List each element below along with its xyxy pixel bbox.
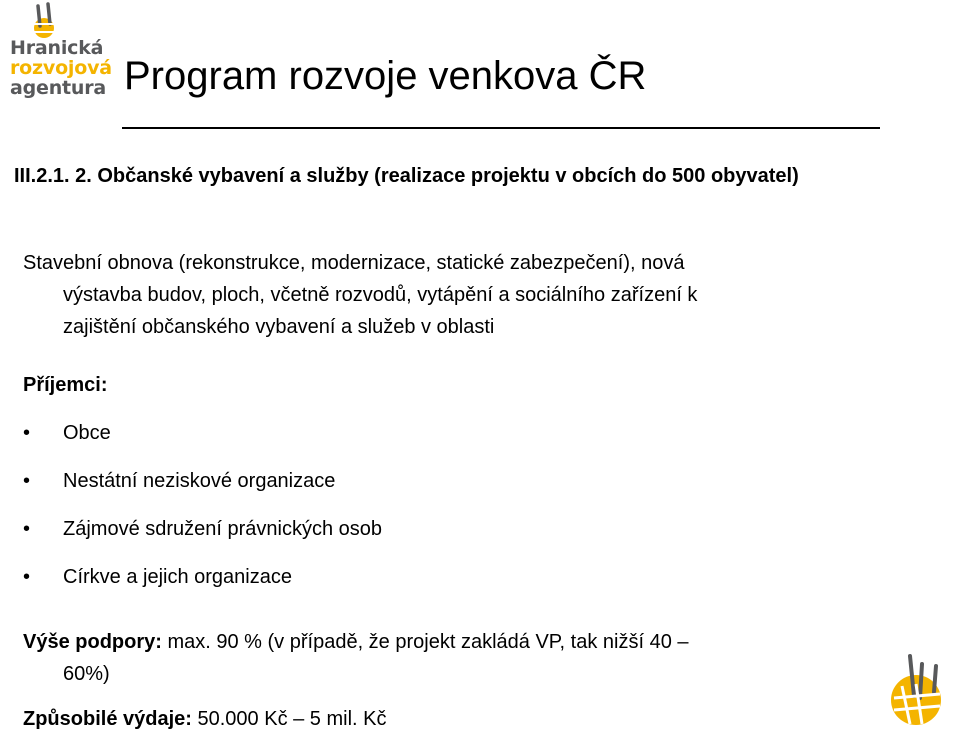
support-label: Výše podpory: [23,631,162,653]
costs-label: Způsobilé výdaje: [23,708,192,730]
bullet-icon: • [23,566,31,588]
logo-text-line1: Hranická [10,37,104,59]
support-amount [23,626,923,690]
recipient-label: Církve a jejich organizace [63,566,292,588]
bullet-icon: • [23,470,31,492]
eligible-costs [23,704,386,734]
list-item [23,418,382,466]
recipients-list [23,418,382,610]
description-paragraph [23,247,923,343]
logo-text-line2: rozvojová [10,57,112,79]
list-item [23,466,382,514]
page-title: Program rozvoje venkova ČR [124,54,647,98]
description-line-3: zajištění občanského vybavení a služeb v oblasti [63,316,495,338]
recipient-label: Obce [63,422,111,444]
recipients-label: Příjemci: [23,374,108,396]
support-line-2: 60%) [63,663,110,685]
support-line-1 [23,626,923,658]
recipient-label: Zájmové sdružení právnických osob [63,518,383,540]
wheat-sprouts-icon [4,2,90,42]
list-item [23,562,382,610]
support-text: max. 90 % (v případě, že projekt zakládá VP, tak nižší 40 – [161,631,689,653]
costs-text: 50.000 Kč – 5 mil. Kč [191,708,387,730]
recipient-label: Nestátní neziskové organizace [63,470,336,492]
corner-logo [888,652,956,732]
list-item [23,514,382,562]
agency-logo [4,2,112,114]
section-heading: III.2.1. 2. Občanské vybavení a služby (realizace projektu v obcích do 500 obyvatel) [14,165,799,187]
hash-sprout-icon [888,652,956,732]
description-line-1: Stavební obnova (rekonstrukce, modernizace, statické zabezpečení), nová [23,252,685,274]
logo-text-line3: agentura [10,77,107,99]
description-line-2: výstavba budov, ploch, včetně rozvodů, vytápění a sociálního zařízení k [63,284,698,306]
bullet-icon: • [23,518,31,540]
title-divider [122,127,880,129]
bullet-icon: • [23,422,31,444]
